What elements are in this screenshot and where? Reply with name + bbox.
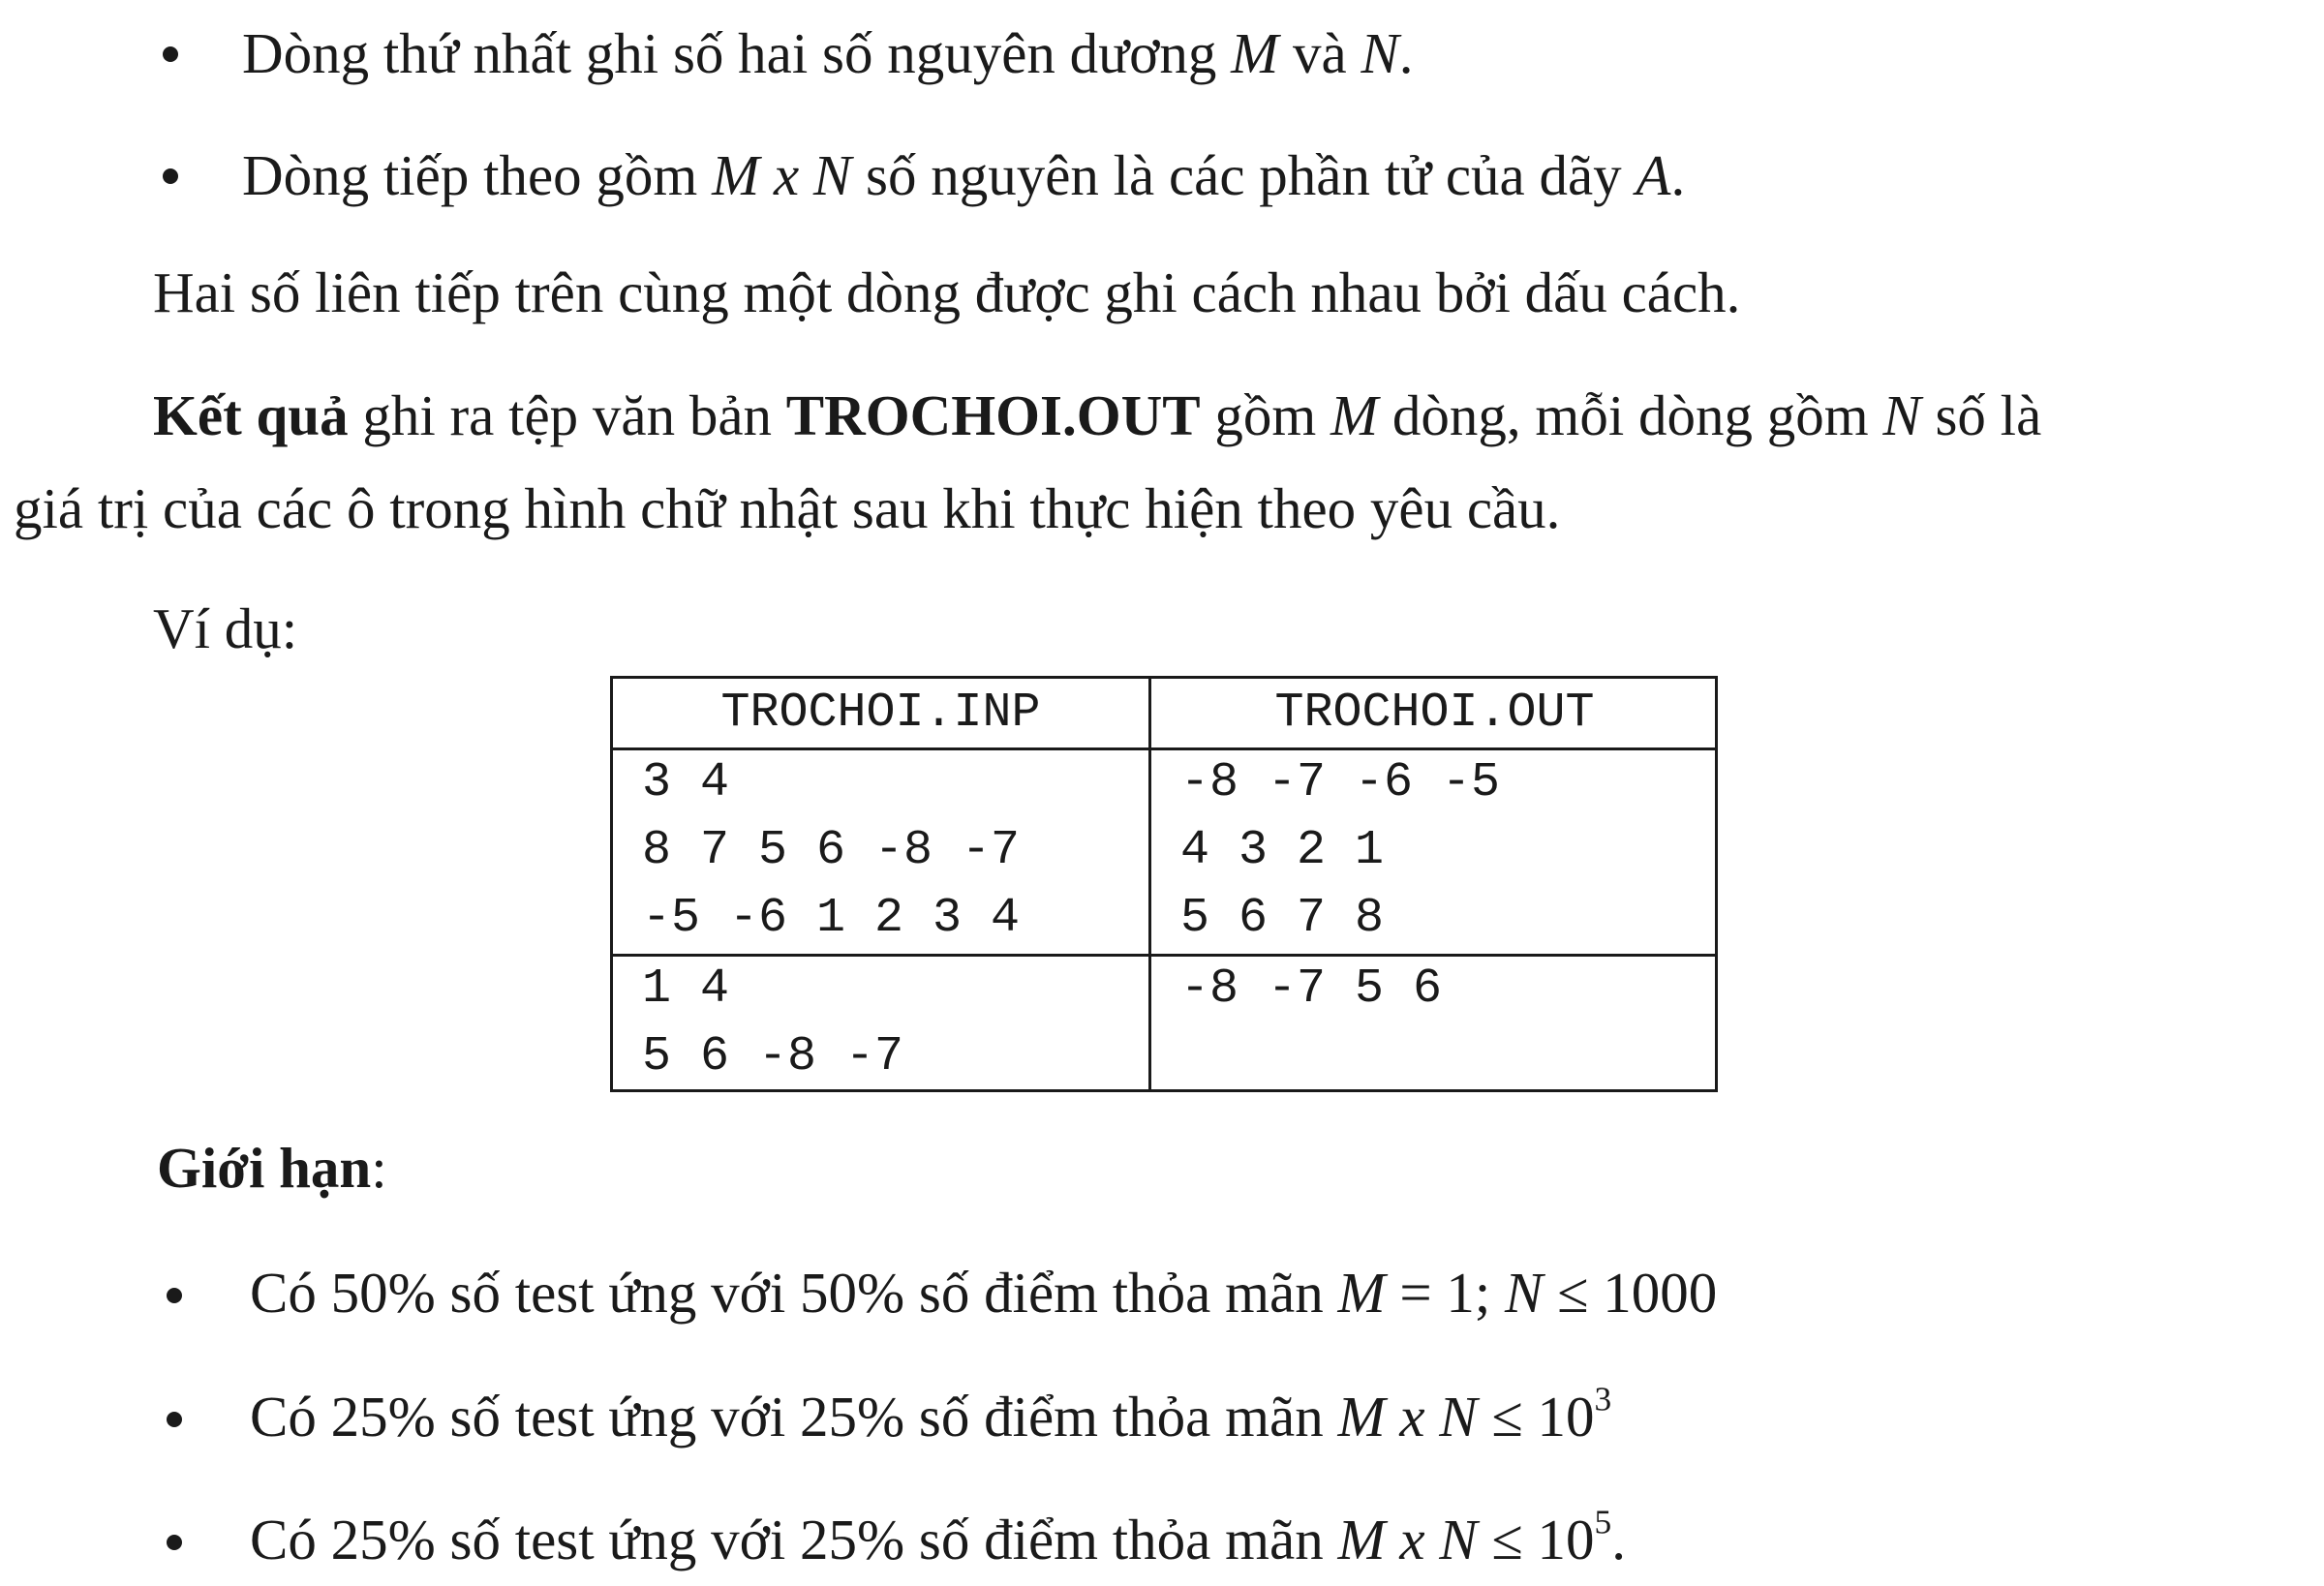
output-label: Kết quả (153, 383, 349, 447)
bullet-icon (163, 168, 178, 184)
limit-item-1 (250, 1261, 1718, 1325)
limit-item-2 (250, 1379, 1612, 1449)
limit-item-text: Có 25% số test ứng với 25% số điểm thỏa mãn (250, 1385, 1338, 1449)
table-column-divider (1148, 679, 1151, 1089)
var-a: A (1636, 143, 1671, 207)
limit-bound: ≤ 10 (1477, 1385, 1595, 1449)
limit-bound: ≤ 1000 (1543, 1261, 1718, 1325)
var-mxn: M x N (712, 143, 852, 207)
input-line-1 (242, 21, 1414, 85)
table-cell-input-line: 3 4 (642, 755, 730, 810)
output-text-d: số là (1920, 383, 2042, 447)
limit-var: M (1337, 1261, 1386, 1325)
input-line-1-and: và (1278, 21, 1361, 85)
table-row-divider (613, 954, 1715, 957)
var-m: M (1231, 21, 1279, 85)
bullet-icon (167, 1288, 182, 1303)
output-line-2: giá trị của các ô trong hình chữ nhật sau khi thực hiện theo yêu cầu. (14, 476, 1561, 540)
input-line-1-text: Dòng thứ nhất ghi số hai số nguyên dương (242, 21, 1232, 85)
limits-colon: : (371, 1136, 387, 1200)
table-cell-input-line: 5 6 -8 -7 (642, 1029, 904, 1084)
input-line-2-mid: số nguyên là các phần tử của dãy (851, 143, 1636, 207)
example-label: Ví dụ: (153, 596, 298, 660)
table-cell-input-line: 8 7 5 6 -8 -7 (642, 823, 1021, 878)
limit-var: N (1505, 1261, 1544, 1325)
separator-note: Hai số liên tiếp trên cùng một dòng được ghi cách nhau bởi dấu cách. (153, 260, 1741, 324)
limit-tail: . (1611, 1508, 1626, 1571)
limit-bound: ≤ 10 (1477, 1508, 1595, 1571)
input-line-1-end: . (1398, 21, 1414, 85)
table-cell-output-line: 4 3 2 1 (1180, 823, 1385, 878)
limit-item-3 (250, 1502, 1626, 1571)
table-cell-input-line: 1 4 (642, 961, 730, 1017)
input-line-2-text: Dòng tiếp theo gồm (242, 143, 713, 207)
example-table (610, 676, 1718, 1092)
table-cell-output-line: -8 -7 -6 -5 (1180, 755, 1501, 810)
limit-var: M x N (1337, 1385, 1478, 1449)
table-cell-input-line: -5 -6 1 2 3 4 (642, 891, 1021, 946)
limit-cond: = 1; (1385, 1261, 1506, 1325)
output-text-c: dòng, mỗi dòng gồm (1378, 383, 1883, 447)
table-cell-output-line: -8 -7 5 6 (1180, 961, 1443, 1017)
bullet-icon (163, 46, 178, 62)
limits-heading (157, 1136, 387, 1200)
var-n: N (1361, 21, 1399, 85)
input-line-2 (242, 143, 1686, 207)
output-line-1 (153, 383, 2042, 447)
limit-item-text: Có 50% số test ứng với 50% số điểm thỏa mãn (250, 1261, 1338, 1325)
bullet-icon (167, 1412, 182, 1427)
input-line-2-end: . (1670, 143, 1686, 207)
table-header-output: TROCHOI.OUT (1274, 686, 1595, 741)
table-header-divider (613, 747, 1715, 750)
var-m: M (1330, 383, 1379, 447)
limit-var: M x N (1337, 1508, 1478, 1571)
limit-exponent: 5 (1594, 1502, 1612, 1541)
limit-exponent: 3 (1594, 1379, 1612, 1418)
var-n: N (1882, 383, 1921, 447)
output-text-b: gồm (1200, 383, 1331, 447)
table-header-input: TROCHOI.INP (720, 686, 1041, 741)
table-cell-output-line: 5 6 7 8 (1180, 891, 1385, 946)
limits-label: Giới hạn (157, 1136, 372, 1200)
output-text-a: ghi ra tệp văn bản (348, 383, 786, 447)
limit-item-text: Có 25% số test ứng với 25% số điểm thỏa mãn (250, 1508, 1338, 1571)
bullet-icon (167, 1535, 182, 1550)
output-file-name: TROCHOI.OUT (785, 383, 1201, 447)
